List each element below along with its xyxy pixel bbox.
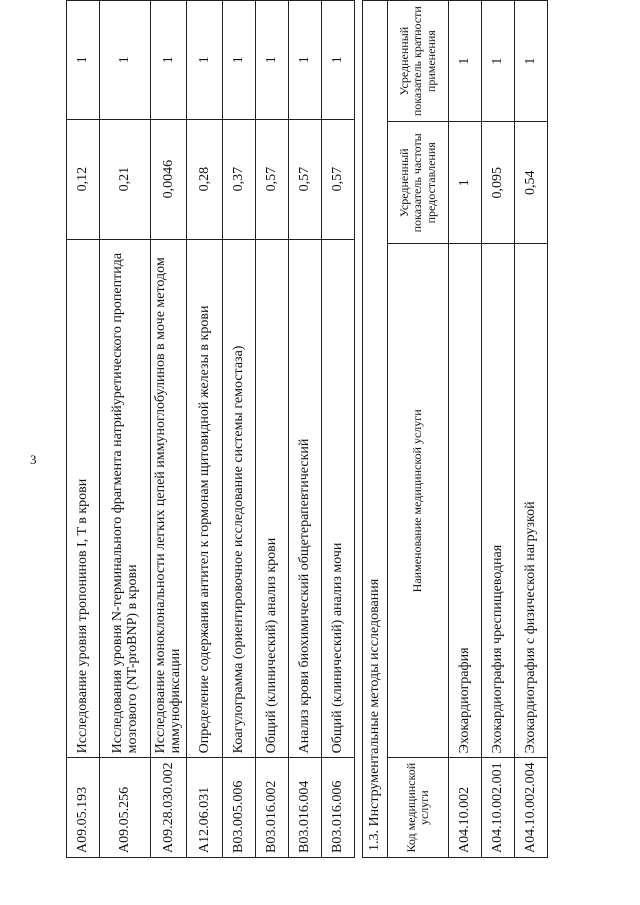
service-name: Определение содержания антител к гормонам щитовидной железы в крови	[186, 239, 222, 758]
multiplicity-value: 1	[482, 1, 515, 122]
table-row	[482, 1, 515, 858]
multiplicity-value: 1	[255, 1, 288, 120]
table-row	[288, 1, 321, 858]
service-name: Анализ крови биохимический общетерапевтический	[288, 239, 321, 758]
frequency-value: 0,21	[100, 119, 151, 239]
table-row	[67, 1, 100, 858]
service-name: Общий (клинический) анализ крови	[255, 239, 288, 758]
section-heading-row	[363, 1, 388, 858]
page-number: 3	[30, 452, 37, 467]
service-name: Общий (клинический) анализ мочи	[321, 239, 354, 758]
multiplicity-value: 1	[100, 1, 151, 120]
service-name: Исследование уровня тропонинов I, T в крови	[67, 239, 100, 758]
service-code: B03.016.006	[321, 758, 354, 858]
service-code: A04.10.002	[449, 758, 482, 858]
service-code: A04.10.002.004	[515, 758, 548, 858]
service-name: Исследование моноклональности легких цепей иммуноглобулинов в моче методом иммунофиксации	[151, 239, 187, 758]
multiplicity-value: 1	[515, 1, 548, 122]
frequency-value: 0,57	[288, 119, 321, 239]
frequency-value: 0,095	[482, 122, 515, 244]
service-code: B03.016.004	[288, 758, 321, 858]
table-row	[151, 1, 187, 858]
frequency-value: 0,57	[321, 119, 354, 239]
service-name: Эхокардиография с физической нагрузкой	[515, 244, 548, 758]
service-code: A12.06.031	[186, 758, 222, 858]
service-code: A09.05.193	[67, 758, 100, 858]
frequency-value: 0,37	[222, 119, 255, 239]
section-title: 1.3. Инструментальные методы исследования	[363, 1, 388, 858]
multiplicity-value: 1	[288, 1, 321, 120]
header-name: Наименование медицинской услуги	[388, 244, 449, 758]
table-row	[100, 1, 151, 858]
service-code: A09.05.256	[100, 758, 151, 858]
table-row	[255, 1, 288, 858]
frequency-value: 0,28	[186, 119, 222, 239]
multiplicity-value: 1	[449, 1, 482, 122]
frequency-value: 0,54	[515, 122, 548, 244]
instrumental-methods-table	[362, 0, 548, 858]
header-frequency: Усредненный показатель частоты предоставления	[388, 122, 449, 244]
header-code: Код медицинской услуги	[388, 758, 449, 858]
service-name: Исследования уровня N-терминального фрагмента натрийуретического пропептида мозгового (NT-proBNP) в крови	[100, 239, 151, 758]
multiplicity-value: 1	[186, 1, 222, 120]
table-row	[222, 1, 255, 858]
lab-services-table	[66, 0, 355, 858]
table-row	[321, 1, 354, 858]
frequency-value: 0,57	[255, 119, 288, 239]
multiplicity-value: 1	[321, 1, 354, 120]
frequency-value: 0,12	[67, 119, 100, 239]
table-row	[515, 1, 548, 858]
multiplicity-value: 1	[151, 1, 187, 120]
table-header-row	[388, 1, 449, 858]
service-name: Эхокардиография чреспищеводная	[482, 244, 515, 758]
service-name: Коагулограмма (ориентировочное исследование системы гемостаза)	[222, 239, 255, 758]
service-code: B03.016.002	[255, 758, 288, 858]
header-multiplicity: Усредненный показатель кратности применения	[388, 1, 449, 122]
multiplicity-value: 1	[67, 1, 100, 120]
service-code: A04.10.002.001	[482, 758, 515, 858]
service-code: B03.005.006	[222, 758, 255, 858]
frequency-value: 0,0046	[151, 119, 187, 239]
table-row	[186, 1, 222, 858]
service-name: Эхокардиография	[449, 244, 482, 758]
table-row	[449, 1, 482, 858]
frequency-value: 1	[449, 122, 482, 244]
service-code: A09.28.030.002	[151, 758, 187, 858]
multiplicity-value: 1	[222, 1, 255, 120]
